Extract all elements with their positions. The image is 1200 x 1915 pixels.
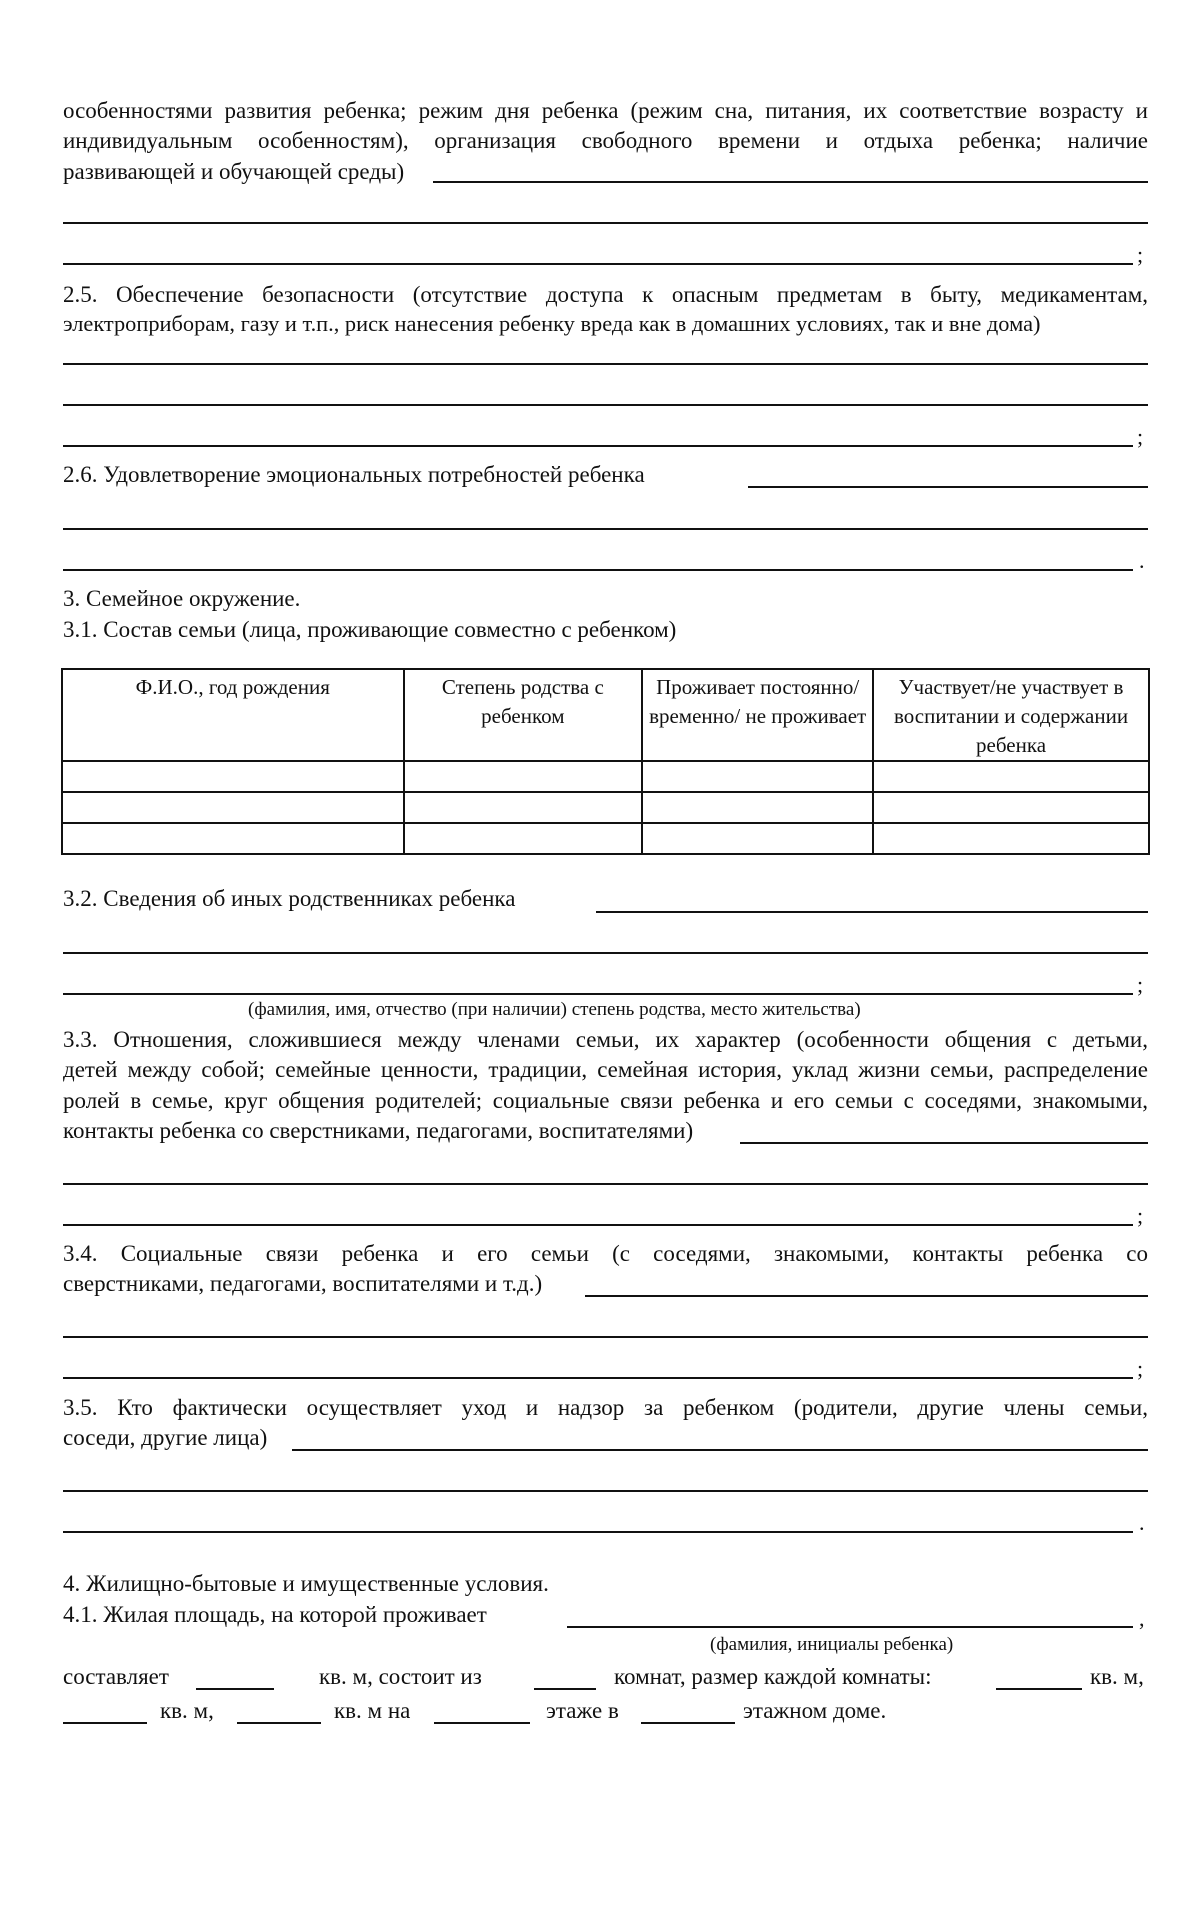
family-table <box>61 668 1150 855</box>
sec2-6-input-line2[interactable] <box>63 528 1148 530</box>
sec4-1-caption: (фамилия, инициалы ребенка) <box>710 1634 954 1655</box>
table-cell[interactable] <box>404 761 643 792</box>
word-kvm-sostoit: кв. м, состоит из <box>319 1664 482 1689</box>
table-cell[interactable] <box>873 761 1149 792</box>
period: . <box>1139 548 1145 573</box>
sec4-heading: 4. Жилищно-бытовые и имущественные условия. <box>63 1571 549 1596</box>
sec3-5-text-line2: соседи, другие лица) <box>63 1425 268 1450</box>
sec3-heading: 3. Семейное окружение. <box>63 586 301 611</box>
sec2-5-input-line1[interactable] <box>63 363 1148 365</box>
table-header-relation: Степень родства с ребенком <box>404 669 643 761</box>
word-kvm: кв. м, <box>1090 1664 1144 1689</box>
semicolon: ; <box>1137 424 1144 449</box>
table-cell[interactable] <box>62 761 404 792</box>
sec3-3-text-line4: контакты ребенка со сверстниками, педагогами, воспитателями) <box>63 1118 694 1143</box>
sec2-6-input-line1[interactable] <box>748 486 1148 488</box>
area-input[interactable] <box>196 1688 274 1690</box>
sec2-5-input-line3[interactable] <box>63 445 1133 447</box>
semicolon: ; <box>1137 242 1144 267</box>
word-komnat: комнат, размер каждой комнаты: <box>614 1664 932 1689</box>
rooms-count-input[interactable] <box>534 1688 596 1690</box>
room2-size-input[interactable] <box>63 1722 147 1724</box>
sec3-4-text-line2: сверстниками, педагогами, воспитателями и т.д.) <box>63 1271 543 1296</box>
semicolon: ; <box>1137 1356 1144 1381</box>
floor-input[interactable] <box>434 1722 530 1724</box>
table-row <box>62 823 1149 854</box>
sec3-2-input-line3[interactable] <box>63 993 1133 995</box>
table-cell[interactable] <box>642 761 873 792</box>
table-cell[interactable] <box>62 792 404 823</box>
sec3-3-input-line1[interactable] <box>740 1142 1148 1144</box>
sec2-5-input-line2[interactable] <box>63 404 1148 406</box>
table-cell[interactable] <box>404 792 643 823</box>
table-row <box>62 761 1149 792</box>
floors-total-input[interactable] <box>641 1722 735 1724</box>
sec3-4-input-line2[interactable] <box>63 1336 1148 1338</box>
sec3-5-input-line1[interactable] <box>292 1449 1148 1451</box>
sec3-3-text-line1: 3.3. Отношения, сложившиеся между членами семьи, их характер (особенности общения с детьми, <box>63 1027 1148 1052</box>
room1-size-input[interactable] <box>996 1688 1082 1690</box>
table-header-participation: Участвует/не участвует в воспитании и содержании ребенка <box>873 669 1149 761</box>
word-etazhe: этаже в <box>546 1698 619 1723</box>
sec3-2-caption: (фамилия, имя, отчество (при наличии) степень родства, место жительства) <box>248 999 861 1020</box>
word-kvm2: кв. м, <box>160 1698 214 1723</box>
sec3-4-input-line3[interactable] <box>63 1377 1133 1379</box>
sec3-2-input-line2[interactable] <box>63 952 1148 954</box>
table-cell[interactable] <box>642 823 873 854</box>
word-kvm-na: кв. м на <box>334 1698 411 1723</box>
sec3-5-input-line2[interactable] <box>63 1490 1148 1492</box>
sec2-6-label: 2.6. Удовлетворение эмоциональных потребностей ребенка <box>63 462 645 487</box>
sec3-4-text-line1: 3.4. Социальные связи ребенка и его семьи (с соседями, знакомыми, контакты ребенка со <box>63 1241 1148 1266</box>
sec2-5-text-line2: электроприборам, газу и т.п., риск нанесения ребенку вреда как в домашних условиях, так и вне дома) <box>63 311 1041 336</box>
sec3-5-text-line1: 3.5. Кто фактически осуществляет уход и надзор за ребенком (родители, другие члены семьи, <box>63 1395 1148 1420</box>
table-cell[interactable] <box>642 792 873 823</box>
sec3-3-text-line3: ролей в семье, круг общения родителей; социальные связи ребенка и его семьи с соседями, знакомыми, <box>63 1088 1148 1113</box>
sec3-2-label: 3.2. Сведения об иных родственниках ребенка <box>63 886 516 911</box>
semicolon: ; <box>1137 1203 1144 1228</box>
sec2-4-text-line3: развивающей и обучающей среды) <box>63 159 405 184</box>
table-header-name: Ф.И.О., год рождения <box>62 669 404 761</box>
word-sostavlyaet: составляет <box>63 1664 169 1689</box>
sec2-4-input-line1[interactable] <box>433 181 1148 183</box>
sec2-4-input-line2[interactable] <box>63 222 1148 224</box>
word-etazhnom: этажном доме. <box>743 1698 887 1723</box>
sec3-3-input-line2[interactable] <box>63 1183 1148 1185</box>
period: . <box>1139 1510 1145 1535</box>
sec2-4-text-line1: особенностями развития ребенка; режим дня ребенка (режим сна, питания, их соответствие возрасту и <box>63 98 1148 123</box>
sec3-3-text-line2: детей между собой; семейные ценности, традиции, семейная история, уклад жизни семьи, распределение <box>63 1057 1148 1082</box>
child-name-input[interactable] <box>567 1626 1133 1628</box>
sec4-1-label: 4.1. Жилая площадь, на которой проживает <box>63 1602 487 1627</box>
sec2-5-text-line1: 2.5. Обеспечение безопасности (отсутствие доступа к опасным предметам в быту, медикаментам, <box>63 282 1148 307</box>
table-cell[interactable] <box>62 823 404 854</box>
sec3-1-label: 3.1. Состав семьи (лица, проживающие совместно с ребенком) <box>63 617 677 642</box>
sec2-4-input-line3[interactable] <box>63 263 1133 265</box>
comma: , <box>1139 1606 1145 1631</box>
sec3-4-input-line1[interactable] <box>585 1295 1148 1297</box>
semicolon: ; <box>1137 972 1144 997</box>
table-cell[interactable] <box>873 792 1149 823</box>
room3-size-input[interactable] <box>237 1722 321 1724</box>
sec3-2-input-line1[interactable] <box>596 911 1148 913</box>
sec3-5-input-line3[interactable] <box>63 1531 1133 1533</box>
table-cell[interactable] <box>873 823 1149 854</box>
table-cell[interactable] <box>404 823 643 854</box>
sec2-4-text-line2: индивидуальным особенностям), организация свободного времени и отдыха ребенка; наличие <box>63 128 1148 153</box>
sec2-6-input-line3[interactable] <box>63 569 1133 571</box>
table-row <box>62 792 1149 823</box>
table-header-residence: Проживает постоянно/временно/ не проживает <box>642 669 873 761</box>
sec3-3-input-line3[interactable] <box>63 1224 1133 1226</box>
